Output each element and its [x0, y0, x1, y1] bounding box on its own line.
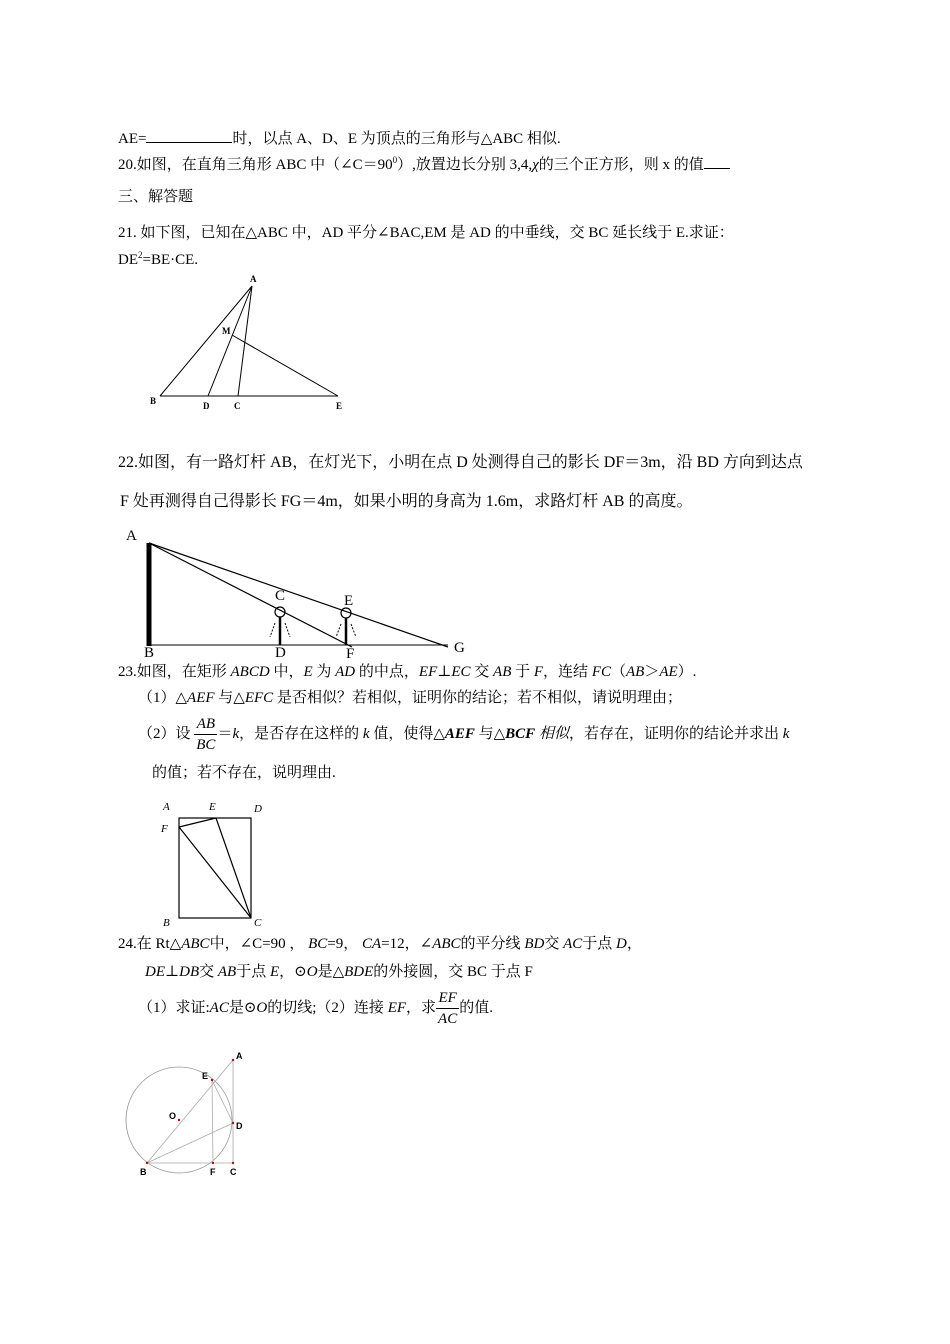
q19-suffix: 时，以点 A、D、E 为顶点的三角形与△ABC 相似.	[232, 131, 561, 147]
q22-ray-ag	[149, 543, 448, 647]
q24-fraction: $\frac{EF}{AC}$	[438, 990, 458, 1028]
q23-label-a: A	[163, 801, 170, 813]
section-title: 三、解答题	[118, 189, 194, 205]
q21-line-ba	[160, 286, 252, 396]
answer-blank	[146, 128, 232, 143]
q24-label-d: D	[236, 1121, 243, 1131]
q23-line-fc	[179, 827, 251, 918]
q23-part2: （2）设 $\frac{AB}{BC}$ ＝k，是否存在这样的 k 值，使得△AEF 与△BCF 相似，若存在，证明你的结论并求出 k	[138, 716, 790, 754]
q24-line-ef	[212, 1080, 213, 1163]
q23-label-e: E	[209, 801, 216, 813]
q22-label-c: C	[275, 588, 286, 604]
q21-label-c: C	[234, 401, 241, 411]
q24-line1: 24.在 Rt△ABC中，∠C=90 ， BC=9， CA=12，∠ABC的平分线 BD交 AC于点 D，	[118, 936, 642, 952]
q24-label-e: E	[202, 1071, 209, 1081]
q21-line2: $DE^2=BE\cdot CE$.	[118, 250, 199, 268]
q23-line-ec	[216, 818, 251, 918]
q22-label-f: F	[346, 646, 355, 662]
q23-label-d: D	[254, 803, 262, 815]
q21-label-m: M	[222, 326, 231, 336]
q21-line1: 21. 如下图，已知在△ABC 中，AD 平分∠BAC,EM 是 AD 的中垂线，交 BC 延长线于 E.求证：	[118, 225, 734, 241]
q23-line1: 23.如图，在矩形 ABCD 中，E 为 AD 的中点，EF⊥EC 交 AB 于 F，连结 FC（AB＞AE）.	[118, 664, 697, 680]
q23-label-b: B	[163, 917, 170, 929]
q22-ray-af	[149, 543, 352, 647]
q24-line2: DE⊥DB交 AB于点 E，⊙O是△BDE的外接圆，交 BC 于点 F	[145, 964, 533, 980]
q23-rectangle	[179, 818, 251, 918]
q23-fraction: $\frac{AB}{BC}$	[196, 716, 216, 754]
q23-figure	[155, 798, 275, 933]
q21-label-d: D	[203, 401, 210, 411]
q24-figure	[120, 1045, 260, 1180]
q23-label-f: F	[161, 823, 168, 835]
q21-label-b: B	[150, 396, 157, 406]
q21-line-me	[232, 335, 338, 396]
q24-line-ed	[212, 1080, 233, 1123]
q24-line3: （1）求证:AC是⊙O的切线;（2）连接 EF，求 $\frac{EF}{AC}$ 的值.	[138, 990, 493, 1028]
q22-line2: F 处再测得自己得影长 FG＝4m，如果小明的身高为 1.6m，求路灯杆 AB 的高度。	[120, 493, 693, 510]
q24-line-ab	[147, 1060, 233, 1163]
q23-line-fe	[179, 818, 216, 827]
q22-label-a: A	[126, 528, 137, 544]
q23-label-c: C	[254, 917, 262, 929]
q21-label-e: E	[336, 401, 343, 411]
q22-label-g: G	[454, 640, 465, 656]
q20-line: 20.如图，在直角三角形 ABC 中$(\angle C=90^0)$,放置边长分别 3,4,χ的三个正方形，则 x 的值	[118, 150, 730, 175]
q22-figure	[120, 525, 480, 660]
q24-label-o: O	[169, 1111, 177, 1121]
q23-part2-line2: 的值；若不存在，说明理由.	[152, 765, 336, 781]
q24-label-c: C	[230, 1167, 237, 1177]
answer-blank	[704, 154, 730, 169]
q22-label-e: E	[344, 593, 354, 609]
q24-label-b: B	[140, 1167, 147, 1177]
q24-line-bd	[147, 1123, 233, 1163]
q21-label-a: A	[250, 274, 257, 284]
q24-label-f: F	[210, 1167, 216, 1177]
q22-label-b: B	[144, 645, 155, 661]
q21-figure	[140, 270, 360, 420]
q24-point-o	[178, 1119, 180, 1121]
q19-prefix: AE=	[118, 131, 147, 147]
q19-line	[118, 128, 561, 149]
q22-line1: 22.如图，有一路灯杆 AB，在灯光下，小明在点 D 处测得自己的影长 DF＝3m，沿 BD 方向到达点	[118, 454, 803, 471]
q22-label-d: D	[275, 645, 286, 661]
q23-part1: （1）△AEF 与△EFC 是否相似？若相似，证明你的结论；若不相似，请说明理由；	[138, 690, 682, 706]
q24-label-a: A	[236, 1051, 243, 1061]
